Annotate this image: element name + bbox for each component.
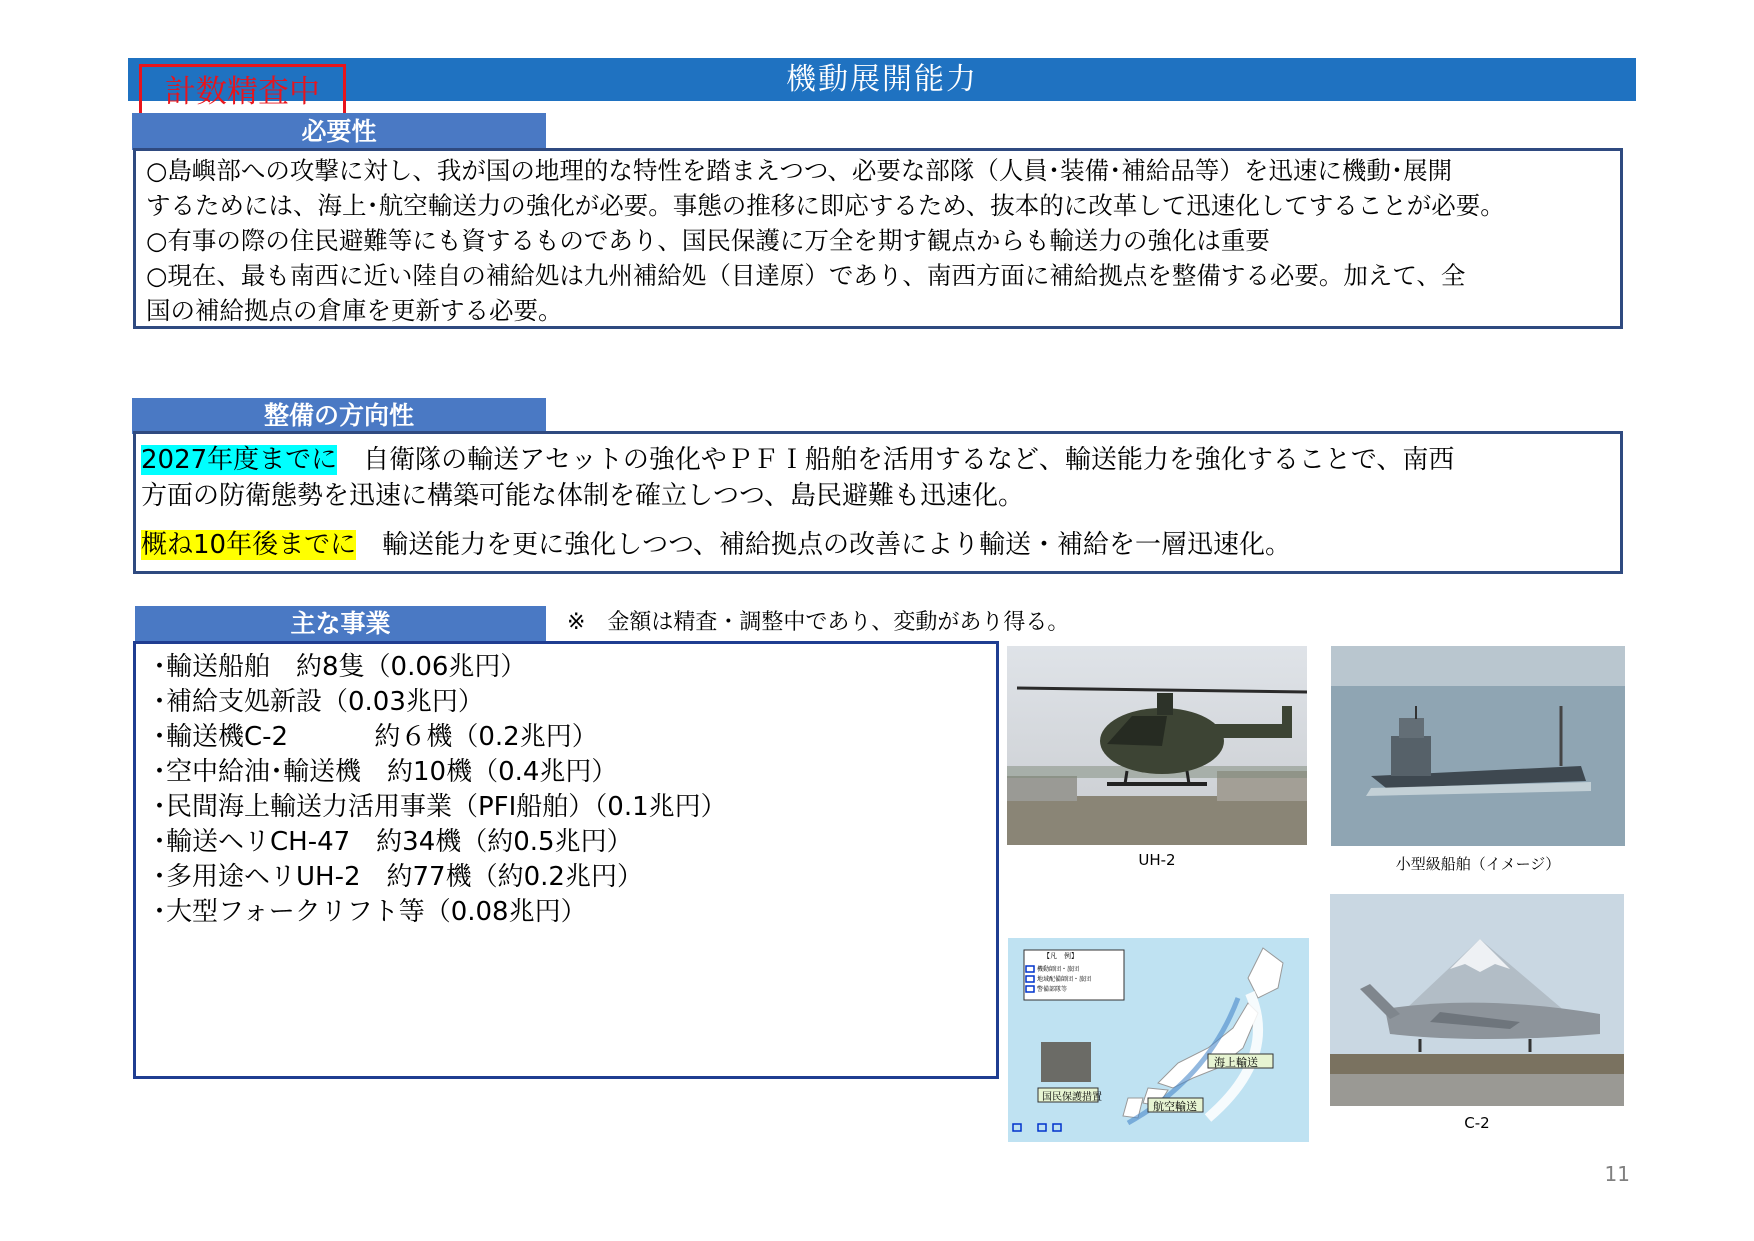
project-item: ･輸送船舶 約8隻（0.06兆円） [153,652,527,682]
project-item: ･多用途ヘリUH-2 約77機（約0.2兆円） [153,862,643,892]
status-stamp: 計数精査中 [139,64,346,121]
map-label-air: 航空輸送 [1153,1100,1197,1113]
small-ship-photo [1331,646,1625,846]
map-legend-item: 警備部隊等 [1037,986,1068,993]
uh2-caption: UH-2 [1138,851,1176,869]
project-item: ･空中給油･輸送機 約10機（0.4兆円） [153,757,618,787]
transport-map-diagram [1008,938,1309,1142]
project-item: ･民間海上輸送力活用事業（PFI船舶）（0.1兆円） [153,792,727,822]
direction-item-1-text: 自衛隊の輸送アセットの強化やＰＦＩ船舶を活用するなど、輸送能力を強化することで、南西 [337,445,1455,475]
page-title: 機動展開能力 [786,62,978,97]
target-2027-tag: 2027年度までに [141,445,338,475]
map-legend-item: 地域配備師団・旅団 [1037,976,1092,983]
necessity-line: ○有事の際の住民避難等にも資するものであり、国民保護に万全を期す観点からも輸送力の強化は重要 [146,226,1270,255]
map-label-sea: 海上輸送 [1214,1056,1258,1069]
c2-aircraft-photo [1330,894,1624,1106]
necessity-box [133,148,1623,329]
projects-box [133,641,999,1079]
necessity-line: ○島嶼部への攻撃に対し、我が国の地理的な特性を踏まえつつ、必要な部隊（人員･装備･補給品等）を迅速に機動･展開 [146,156,1453,185]
map-legend-item: 機動師団・旅団 [1037,966,1080,973]
necessity-line: 国の補給拠点の倉庫を更新する必要。 [146,296,563,325]
section-heading-direction: 整備の方向性 [132,398,546,434]
necessity-line: するためには、海上･航空輸送力の強化が必要。事態の推移に即応するため、抜本的に改革して迅速化してすることが必要。 [146,191,1505,220]
uh2-helicopter-photo [1007,646,1307,845]
c2-caption: C-2 [1464,1114,1490,1132]
direction-item-1-cont: 方面の防衛態勢を迅速に構築可能な体制を確立しつつ、島民避難も迅速化。 [141,481,1024,511]
direction-item-2-text: 輸送能力を更に強化しつつ、補給拠点の改善により輸送・補給を一層迅速化。 [356,530,1292,560]
map-legend-title: 【凡 例】 [1043,952,1078,960]
project-item: ･輸送機C-2 約６機（0.2兆円） [153,722,598,752]
direction-box [133,431,1623,574]
necessity-line: ○現在、最も南西に近い陸自の補給処は九州補給処（目達原）であり、南西方面に補給拠点を整備する必要。加えて、全 [146,261,1466,290]
page-number: 11 [1604,1162,1630,1186]
map-label-civil: 国民保護措置 [1042,1092,1102,1103]
section-heading-necessity: 必要性 [132,113,546,150]
target-10year-tag: 概ね10年後までに [141,530,357,560]
direction-item-2 [141,527,1291,563]
project-item: ･補給支処新設（0.03兆円） [153,687,484,717]
section-heading-projects: 主な事業 [135,606,546,641]
project-item: ･大型フォークリフト等（0.08兆円） [153,897,587,927]
ship-caption: 小型級船舶（イメージ） [1395,855,1561,873]
amount-note: ※ 金額は精査・調整中であり、変動があり得る。 [567,610,1070,635]
direction-item-1 [141,442,1454,478]
project-item: ･輸送ヘリCH-47 約34機（約0.5兆円） [153,827,633,857]
